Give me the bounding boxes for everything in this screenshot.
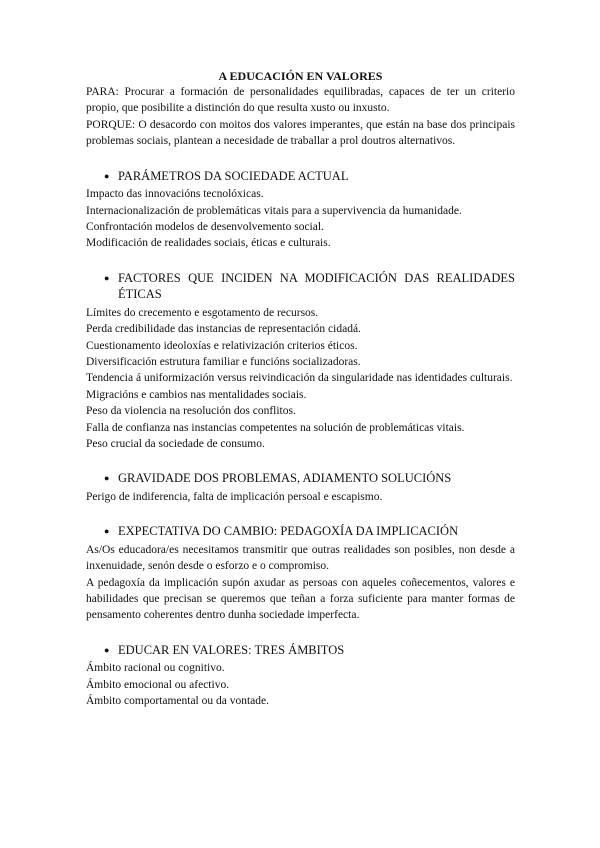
list-item: Perigo de indiferencia, falta de implicación persoal e escapismo. xyxy=(86,490,383,503)
section-heading xyxy=(86,270,515,303)
section-gravidade xyxy=(86,470,515,505)
bullet-icon: ● xyxy=(104,272,110,283)
section-heading-text: FACTORES QUE INCIDEN NA MODIFICACIÓN DAS REALIDADES ÉTICAS xyxy=(118,270,515,302)
document-title: A EDUCACIÓN EN VALORES xyxy=(218,69,383,83)
list-item: Confrontación modelos de desenvolvemento social. xyxy=(86,220,324,233)
list-item: Ámbito emocional ou afectivo. xyxy=(86,678,230,691)
list-item: Peso crucial da sociedade de consumo. xyxy=(86,438,265,450)
intro-para: PARA: Procurar a formación de personalidades equilibradas, capaces de ter un criterio propio, que posibilite a distinción do que resulta xusto ou inxusto. xyxy=(86,86,515,115)
section-educar xyxy=(86,642,515,710)
list-item: Ámbito comportamental ou da vontade. xyxy=(86,695,269,708)
list-item: Límites do crecemento e esgotamento de recursos. xyxy=(86,306,319,319)
section-heading xyxy=(86,642,515,659)
list-item: Cuestionamento ideoloxías e relativización criterios éticos. xyxy=(86,339,358,352)
section-heading xyxy=(86,470,515,487)
list-item: Modificación de realidades sociais, éticas e culturais. xyxy=(86,237,331,250)
list-item: Migracións e cambios nas mentalidades sociais. xyxy=(86,388,307,401)
paragraph: As/Os educadora/es necesitamos transmitir que outras realidades son posibles, non desde a inxenuidade, senón desde o esforzo e o compromiso. xyxy=(86,543,515,573)
paragraph: A pedagoxía da implicación supón axudar as persoas con aqueles coñecementos, valores e habilidades que precisan se queremos que teñan a forza suficiente para manter formas de pensamento coherentes dentro dunha sociedade imperfecta. xyxy=(86,576,515,622)
bullet-icon: ● xyxy=(104,170,110,181)
list-item: Diversificación estrutura familiar e funcións socializadoras. xyxy=(86,355,361,368)
list-item: Falla de confianza nas instancias competentes na solución de problemáticas vitais. xyxy=(86,421,465,434)
section-expectativa xyxy=(86,523,515,624)
section-heading-text: GRAVIDADE DOS PROBLEMAS, ADIAMENTO SOLUCIÓNS xyxy=(118,471,452,486)
section-heading-text: EDUCAR EN VALORES: TRES ÁMBITOS xyxy=(118,642,345,657)
list-item: Perda credibilidade das instancias de representación cidadá. xyxy=(86,323,361,336)
section-heading-text: PARÁMETROS DA SOCIEDADE ACTUAL xyxy=(118,168,349,183)
list-item: Peso da violencia na resolución dos conflitos. xyxy=(86,405,296,418)
list-item: Tendencia á uniformización versus reivindicación da singularidade nas identidades culturais. xyxy=(86,372,513,385)
section-heading xyxy=(86,523,515,540)
section-parametros xyxy=(86,168,515,252)
section-factores xyxy=(86,270,515,453)
list-item: Internacionalización de problemáticas vitais para a supervivencia da humanidade. xyxy=(86,204,462,217)
list-item: Ámbito racional ou cognitivo. xyxy=(86,662,225,675)
document-body xyxy=(86,68,515,710)
bullet-icon: ● xyxy=(104,473,110,484)
list-item: Impacto das innovacións tecnolóxicas. xyxy=(86,188,264,201)
intro-porque: PORQUE: O desacordo con moitos dos valores imperantes, que están na base dos principais problemas sociais, plantean a necesidade de traballar a prol doutros alternativos. xyxy=(86,118,515,148)
bullet-icon: ● xyxy=(104,644,110,655)
section-heading-text: EXPECTATIVA DO CAMBIO: PEDAGOXÍA DA IMPLICACIÓN xyxy=(118,524,459,539)
section-heading xyxy=(86,168,515,185)
bullet-icon: ● xyxy=(104,526,110,537)
